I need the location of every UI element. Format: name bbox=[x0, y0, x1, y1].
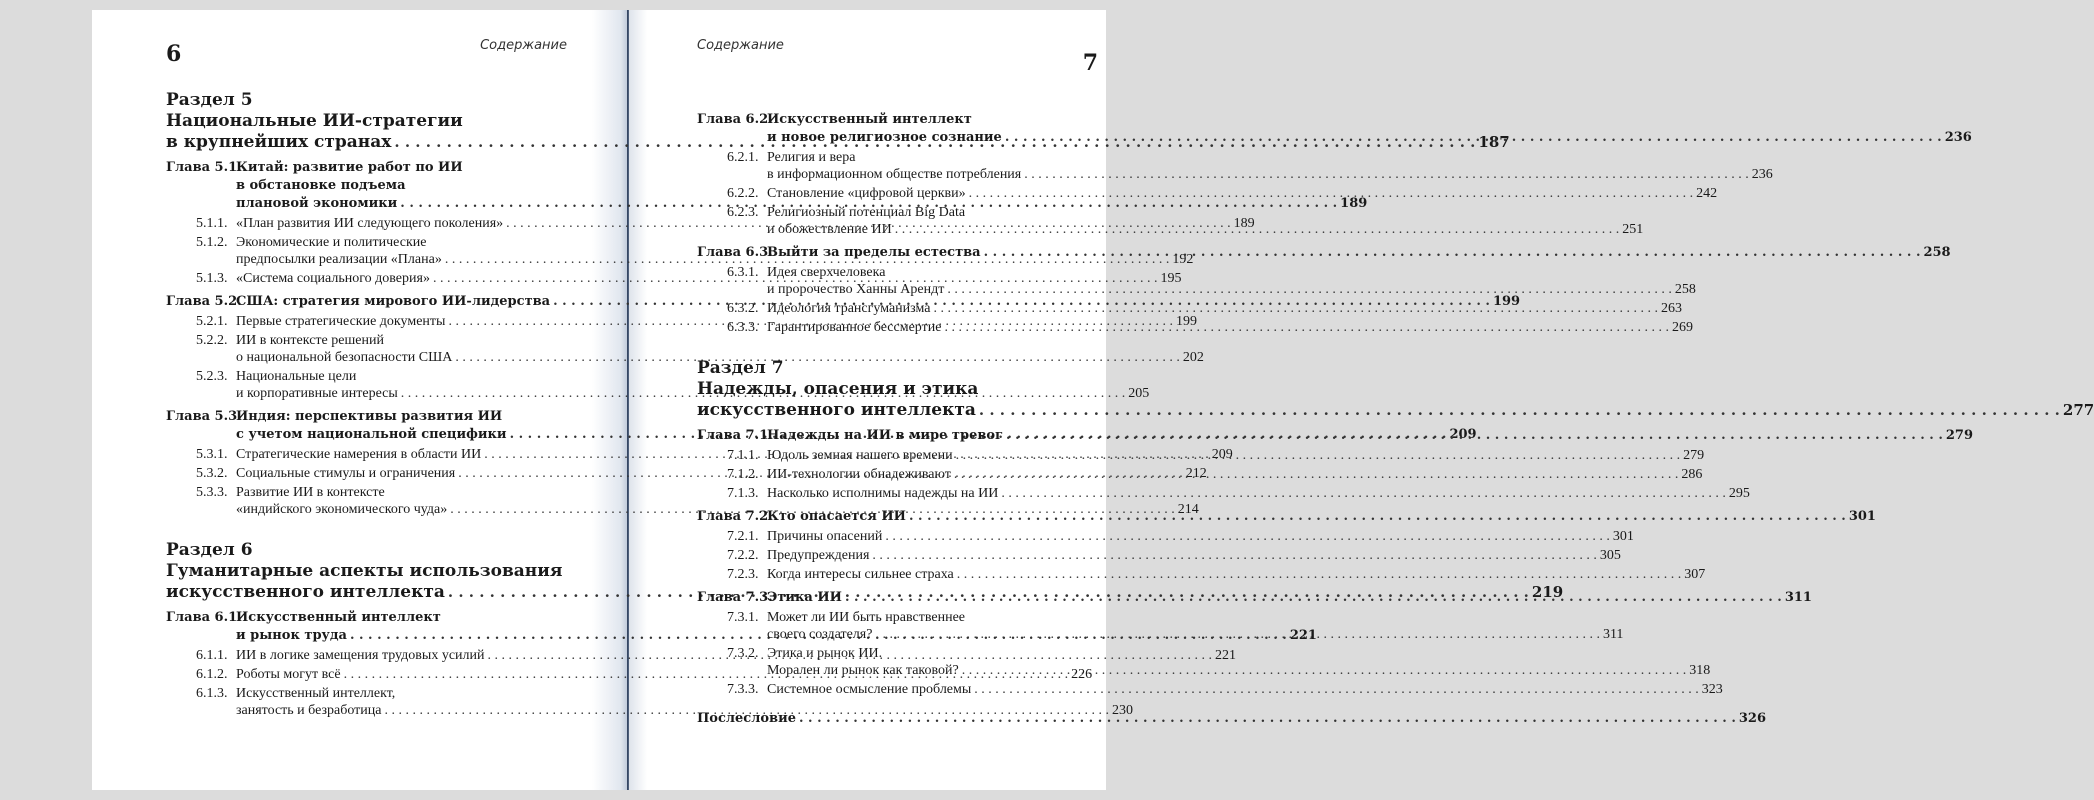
dot-leader bbox=[974, 681, 1699, 698]
toc-subsection bbox=[697, 485, 1750, 502]
subsection-title bbox=[767, 185, 1717, 202]
subsection-title-line: Роботы могут всё bbox=[236, 667, 341, 682]
subsection-page-number: 214 bbox=[1177, 502, 1199, 517]
subsection-title bbox=[767, 485, 1750, 502]
chapter-title bbox=[767, 244, 1951, 262]
subsection-number: 7.1.2. bbox=[727, 467, 759, 482]
subsection-title-line: «Система социального доверия» bbox=[236, 271, 430, 286]
chapter-title bbox=[767, 427, 1973, 445]
subsection-title-line: Когда интересы сильнее страха bbox=[767, 567, 954, 582]
subsection-number: 5.1.3. bbox=[196, 271, 228, 286]
subsection-title-line: Гарантированное бессмертие bbox=[767, 320, 942, 335]
dot-leader bbox=[875, 626, 1600, 643]
subsection-number: 7.3.1. bbox=[727, 610, 759, 625]
dot-leader bbox=[947, 281, 1672, 298]
subsection-title-line: Становление «цифровой церкви» bbox=[767, 186, 966, 201]
toc-subsection bbox=[697, 681, 1723, 698]
subsection-title-line: Этика и рынок ИИ. bbox=[767, 646, 883, 661]
subsection-page-number: 205 bbox=[1128, 386, 1150, 401]
subsection-title-line: Первые стратегические документы bbox=[236, 314, 446, 329]
subsection-title-line: Системное осмысление проблемы bbox=[767, 682, 972, 697]
toc-subsection bbox=[697, 528, 1634, 545]
chapter-page-number: 189 bbox=[1340, 196, 1368, 211]
chapter-page-number: 301 bbox=[1848, 509, 1876, 524]
subsection-number: 6.3.2. bbox=[727, 301, 759, 316]
subsection-title-line: «индийского экономического чуда» bbox=[236, 502, 448, 517]
subsection-page-number: 305 bbox=[1599, 548, 1621, 563]
subsection-title-row bbox=[767, 166, 1773, 183]
subsection-title-line: Экономические и политические bbox=[236, 235, 427, 250]
subsection-number: 5.1.1. bbox=[196, 216, 228, 231]
dot-leader bbox=[799, 710, 1736, 728]
subsection-page-number: 258 bbox=[1674, 282, 1696, 297]
dot-leader bbox=[845, 589, 1782, 607]
chapter-title-row bbox=[767, 129, 1972, 147]
section-title-line: искусственного интеллекта bbox=[697, 400, 976, 420]
dot-leader bbox=[895, 221, 1620, 238]
section-page-number: 277 bbox=[2062, 401, 2094, 419]
chapter-number: Глава 5.2. bbox=[166, 294, 242, 309]
subsection-page-number: 209 bbox=[1211, 447, 1233, 462]
subsection-title bbox=[767, 528, 1634, 545]
chapter-title-row bbox=[767, 427, 1973, 445]
dot-leader bbox=[933, 300, 1658, 317]
subsection-title-line: Предупреждения bbox=[767, 548, 870, 563]
subsection-title-line: предпосылки реализации «Плана» bbox=[236, 252, 442, 267]
chapter-page-number: 199 bbox=[1492, 294, 1521, 309]
subsection-title bbox=[767, 547, 1621, 564]
subsection-title bbox=[767, 264, 1696, 298]
dot-leader bbox=[954, 466, 1679, 483]
page-number: 7 bbox=[1082, 50, 1098, 76]
subsection-title-row bbox=[767, 300, 1682, 317]
subsection-title-line: Морален ли рынок как таковой? bbox=[767, 663, 959, 678]
running-head: Содержание bbox=[480, 38, 567, 53]
chapter-page-number: 236 bbox=[1944, 130, 1972, 145]
subsection-title-line: ИИ в контексте решений bbox=[236, 333, 384, 348]
subsection-page-number: 212 bbox=[1185, 466, 1207, 481]
subsection-number: 6.3.3. bbox=[727, 320, 759, 335]
subsection-title bbox=[767, 300, 1682, 317]
subsection-title-line: Стратегические намерения в области ИИ bbox=[236, 447, 482, 462]
dot-leader bbox=[957, 566, 1682, 583]
subsection-page-number: 199 bbox=[1175, 314, 1197, 329]
toc-subsection bbox=[166, 332, 1204, 366]
toc-subsection bbox=[697, 185, 1718, 202]
section-label: Раздел 7 bbox=[697, 358, 784, 378]
subsection-title-row bbox=[767, 662, 1710, 679]
section-spacer bbox=[697, 336, 1098, 358]
section-title-line: Гуманитарные аспекты использования bbox=[166, 561, 563, 581]
chapter-title-row bbox=[767, 508, 1876, 526]
subsection-number: 5.3.2. bbox=[196, 466, 228, 481]
subsection-number: 7.3.3. bbox=[727, 682, 759, 697]
running-head: Содержание bbox=[697, 38, 784, 53]
subsection-page-number: 279 bbox=[1683, 448, 1705, 463]
subsection-number: 5.3.3. bbox=[196, 485, 228, 500]
chapter-number: Глава 7.3. bbox=[697, 590, 773, 605]
toc-subsection bbox=[697, 149, 1773, 183]
chapter-title-line: и новое религиозное сознание bbox=[767, 130, 1002, 145]
subsection-number: 7.1.3. bbox=[727, 486, 759, 501]
subsection-title-row bbox=[767, 447, 1704, 464]
subsection-number: 7.2.1. bbox=[727, 529, 759, 544]
subsection-title-line: ИИ в логике замещения трудовых усилий bbox=[236, 648, 485, 663]
subsection-page-number: 318 bbox=[1689, 663, 1711, 678]
section-title-line: Надежды, опасения и этика bbox=[697, 379, 979, 399]
chapter-page-number: 279 bbox=[1945, 428, 1974, 443]
section-label: Раздел 6 bbox=[166, 540, 253, 560]
subsection-title-row bbox=[767, 566, 1705, 583]
subsection-title-line: своего создателя? bbox=[767, 627, 873, 642]
subsection-title-line: Развитие ИИ в контексте bbox=[236, 485, 385, 500]
subsection-page-number: 236 bbox=[1751, 167, 1773, 182]
subsection-title-line: Религиозный потенциал Big Data bbox=[767, 205, 966, 220]
chapter-title-line: Искусственный интеллект bbox=[767, 112, 972, 127]
toc-subsection bbox=[697, 566, 1706, 583]
dot-leader bbox=[1024, 166, 1749, 183]
subsection-title-line: Юдоль земная нашего времени bbox=[767, 448, 953, 463]
subsection-page-number: 242 bbox=[1696, 186, 1718, 201]
section-label: Раздел 5 bbox=[166, 90, 253, 110]
subsection-page-number: 221 bbox=[1215, 648, 1236, 663]
chapter-title-row bbox=[767, 244, 1951, 262]
subsection-title-line: занятость и безработица bbox=[236, 703, 382, 718]
afterword-title-text: Послесловие bbox=[697, 711, 796, 726]
section-page-number: 187 bbox=[1478, 133, 1510, 151]
dot-leader bbox=[969, 185, 1694, 202]
chapter-title-line: Искусственный интеллект bbox=[236, 610, 441, 625]
chapter-title bbox=[767, 589, 1812, 607]
subsection-number: 6.1.3. bbox=[196, 686, 228, 701]
subsection-title bbox=[767, 645, 1710, 679]
chapter-title-line: Этика ИИ bbox=[767, 590, 842, 605]
afterword-title bbox=[697, 710, 1766, 728]
subsection-title-row bbox=[767, 681, 1723, 698]
subsection-page-number: 311 bbox=[1602, 627, 1624, 642]
subsection-page-number: 286 bbox=[1681, 467, 1703, 482]
section-title-row bbox=[697, 400, 2094, 421]
section-page-number: 219 bbox=[1531, 583, 1564, 601]
section-title-line: Национальные ИИ-стратегии bbox=[166, 111, 463, 131]
subsection-page-number: 295 bbox=[1728, 486, 1750, 501]
subsection-number: 6.1.1. bbox=[196, 648, 228, 663]
subsection-number: 5.2.2. bbox=[196, 333, 228, 348]
subsection-page-number: 230 bbox=[1112, 703, 1133, 718]
chapter-number: Глава 5.1. bbox=[166, 160, 242, 175]
subsection-title-row bbox=[767, 528, 1634, 545]
subsection-title bbox=[767, 319, 1693, 336]
chapter-title-line: Кто опасается ИИ bbox=[767, 509, 906, 524]
subsection-title bbox=[767, 681, 1723, 698]
subsection-page-number: 202 bbox=[1182, 350, 1204, 365]
chapter-page-number: 221 bbox=[1289, 628, 1317, 643]
subsection-title-row bbox=[767, 626, 1623, 643]
subsection-title-line: Идея сверхчеловека bbox=[767, 265, 886, 280]
subsection-title bbox=[767, 149, 1773, 183]
section-title-line: в крупнейших странах bbox=[166, 132, 392, 152]
dot-leader bbox=[956, 447, 1681, 464]
subsection-number: 5.3.1. bbox=[196, 447, 228, 462]
dot-leader bbox=[909, 508, 1846, 526]
subsection-title-line: Религия и вера bbox=[767, 150, 856, 165]
chapter-number: Глава 5.3. bbox=[166, 409, 242, 424]
subsection-title-row bbox=[767, 485, 1750, 502]
subsection-number: 6.3.1. bbox=[727, 265, 759, 280]
subsection-number: 7.2.2. bbox=[727, 548, 759, 563]
subsection-number: 6.1.2. bbox=[196, 667, 228, 682]
afterword-row bbox=[697, 710, 1766, 728]
section-title-line: искусственного интеллекта bbox=[166, 582, 445, 602]
chapter-title-line: Индия: перспективы развития ИИ bbox=[236, 409, 503, 424]
subsection-number: 5.2.1. bbox=[196, 314, 228, 329]
dot-leader bbox=[979, 400, 2060, 421]
chapter-title-line: с учетом национальной специфики bbox=[236, 427, 507, 442]
subsection-page-number: 323 bbox=[1701, 682, 1723, 697]
toc-subsection bbox=[697, 547, 1621, 564]
chapter-number: Глава 6.2. bbox=[697, 112, 773, 127]
subsection-title-line: Причины опасений bbox=[767, 529, 883, 544]
subsection-page-number: 251 bbox=[1622, 222, 1644, 237]
chapter-title bbox=[767, 508, 1876, 526]
subsection-title-line: и обожествление ИИ bbox=[767, 222, 892, 237]
chapter-title bbox=[767, 111, 1972, 147]
section-spacer bbox=[166, 518, 567, 540]
subsection-page-number: 226 bbox=[1071, 667, 1093, 682]
subsection-page-number: 192 bbox=[1172, 252, 1194, 267]
subsection-page-number: 269 bbox=[1671, 320, 1693, 335]
chapter-title-line: Надежды на ИИ в мире тревог bbox=[767, 428, 1004, 443]
dot-leader bbox=[885, 528, 1610, 545]
subsection-title-line: и пророчество Ханны Арендт bbox=[767, 282, 945, 297]
subsection-title-line: Национальные цели bbox=[236, 369, 357, 384]
subsection-number: 6.2.2. bbox=[727, 186, 759, 201]
subsection-title-line: и корпоративные интересы bbox=[236, 386, 398, 401]
chapter-title-line: США: стратегия мирового ИИ-лидерства bbox=[236, 294, 551, 309]
subsection-page-number: 307 bbox=[1684, 567, 1706, 582]
subsection-title-line: Идеология трансгуманизма bbox=[767, 301, 931, 316]
dot-leader bbox=[962, 662, 1687, 679]
subsection-number: 5.2.3. bbox=[196, 369, 228, 384]
subsection-title-line: ИИ-технологии обнадеживают bbox=[767, 467, 951, 482]
subsection-number: 6.2.1. bbox=[727, 150, 759, 165]
dot-leader bbox=[944, 319, 1669, 336]
dot-leader bbox=[984, 244, 1921, 262]
dot-leader bbox=[1006, 427, 1943, 445]
subsection-page-number: 195 bbox=[1160, 271, 1182, 286]
chapter-number: Глава 7.2. bbox=[697, 509, 773, 524]
subsection-title-row bbox=[767, 281, 1696, 298]
subsection-title-line: в информационном обществе потребления bbox=[767, 167, 1022, 182]
subsection-title-row bbox=[767, 221, 1643, 238]
subsection-title-line: Насколько исполнимы надежды на ИИ bbox=[767, 486, 999, 501]
subsection-title-line: «План развития ИИ следующего поколения» bbox=[236, 216, 504, 231]
subsection-page-number: 301 bbox=[1612, 529, 1634, 544]
chapter-page-number: 258 bbox=[1923, 245, 1951, 260]
subsection-title bbox=[767, 609, 1623, 643]
page-number: 6 bbox=[166, 41, 182, 67]
subsection-title-line: Социальные стимулы и ограничения bbox=[236, 466, 456, 481]
subsection-number: 6.2.3. bbox=[727, 205, 759, 220]
dot-leader bbox=[872, 547, 1597, 564]
subsection-number: 7.1.1. bbox=[727, 448, 759, 463]
chapter-title-line: Китай: развитие работ по ИИ bbox=[236, 160, 463, 175]
subsection-page-number: 263 bbox=[1660, 301, 1682, 316]
subsection-title-row bbox=[767, 547, 1621, 564]
subsection-title bbox=[767, 466, 1702, 483]
chapter-page-number: 209 bbox=[1449, 427, 1477, 442]
subsection-title-line: Может ли ИИ быть нравственнее bbox=[767, 610, 966, 625]
subsection-title-row bbox=[767, 466, 1702, 483]
subsection-title-row bbox=[767, 319, 1693, 336]
subsection-title-row bbox=[767, 185, 1717, 202]
chapter-number: Глава 7.1. bbox=[697, 428, 773, 443]
afterword-page-number: 326 bbox=[1738, 711, 1766, 726]
chapter-title-line: и рынок труда bbox=[236, 628, 347, 643]
chapter-number: Глава 6.3. bbox=[697, 245, 773, 260]
chapter-number: Глава 6.1. bbox=[166, 610, 242, 625]
chapter-title-line: плановой экономики bbox=[236, 196, 398, 211]
subsection-title-line: Искусственный интеллект, bbox=[236, 686, 396, 701]
chapter-title-line: Выйти за пределы естества bbox=[767, 245, 981, 260]
dot-leader bbox=[1001, 485, 1726, 502]
subsection-title bbox=[767, 566, 1705, 583]
subsection-page-number: 189 bbox=[1233, 216, 1255, 231]
chapter-title-line: в обстановке подъема bbox=[236, 178, 406, 193]
dot-leader bbox=[1005, 129, 1942, 147]
book-spread bbox=[92, 10, 2094, 790]
subsection-number: 7.3.2. bbox=[727, 646, 759, 661]
chapter-page-number: 311 bbox=[1784, 590, 1812, 605]
subsection-title bbox=[767, 204, 1643, 238]
subsection-title-line: о национальной безопасности США bbox=[236, 350, 453, 365]
subsection-number: 5.1.2. bbox=[196, 235, 228, 250]
subsection-title bbox=[767, 447, 1704, 464]
subsection-number: 7.2.3. bbox=[727, 567, 759, 582]
chapter-title-row bbox=[767, 589, 1812, 607]
